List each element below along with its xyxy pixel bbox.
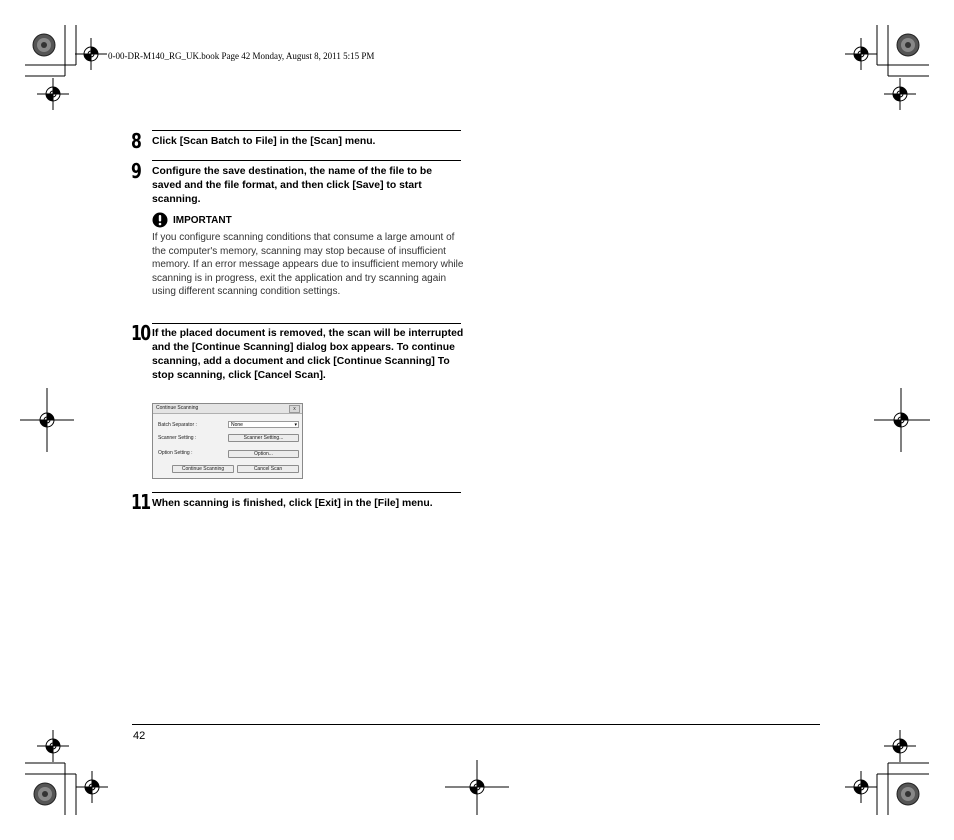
exclamation-icon bbox=[152, 212, 168, 228]
color-bar-mark-bottom-right bbox=[897, 783, 919, 805]
registration-mark bbox=[75, 38, 107, 70]
dialog-title-bar bbox=[153, 404, 302, 414]
option-setting-label: Option Setting : bbox=[158, 450, 193, 456]
running-head: 0-00-DR-M140_RG_UK.book Page 42 Monday, August 8, 2011 5:15 PM bbox=[108, 51, 375, 61]
step-number: 11 bbox=[131, 490, 150, 514]
batch-separator-select[interactable] bbox=[228, 421, 299, 428]
continue-scanning-button[interactable]: Continue Scanning bbox=[172, 465, 234, 473]
step-number: 10 bbox=[131, 321, 150, 345]
scanner-setting-label: Scanner Setting : bbox=[158, 435, 197, 441]
step-text: If the placed document is removed, the scan will be interrupted and the [Continue Scanning] dialog box appears. To continue scanning, add a document and click [Continue Scanning] To stop scanning, click [Cancel Scan]. bbox=[152, 328, 464, 381]
dialog-title: Continue Scanning bbox=[156, 405, 199, 411]
step-number: 9 bbox=[131, 159, 141, 183]
important-body: If you configure scanning conditions that consume a large amount of the computer's memory, scanning may stop because of insufficient memory. If an error message appears due to insufficient memory while scanning is in progress, exit the application and try scanning again using different scanning condition settings. bbox=[152, 232, 464, 298]
step-text: When scanning is finished, click [Exit] in the [File] menu. bbox=[152, 498, 433, 509]
registration-mark bbox=[884, 730, 916, 762]
registration-mark bbox=[845, 771, 877, 803]
color-bar-mark-top-left bbox=[33, 34, 55, 56]
registration-mark bbox=[76, 771, 108, 803]
continue-scanning-dialog bbox=[152, 403, 303, 479]
step-rule bbox=[152, 130, 461, 131]
step-text: Click [Scan Batch to File] in the [Scan] menu. bbox=[152, 136, 376, 147]
footer-rule bbox=[132, 724, 820, 725]
close-button[interactable]: x bbox=[289, 405, 300, 413]
registration-mark bbox=[884, 78, 916, 110]
color-bar-mark-bottom-left bbox=[34, 783, 56, 805]
cancel-scan-button[interactable]: Cancel Scan bbox=[237, 465, 299, 473]
color-bar-mark-top-right bbox=[897, 34, 919, 56]
step-rule bbox=[152, 323, 461, 324]
scanner-setting-button[interactable]: Scanner Setting... bbox=[228, 434, 299, 442]
step-text: Configure the save destination, the name of the file to be saved and the file format, and then click [Save] to start scanning. bbox=[152, 166, 433, 205]
chevron-down-icon: ▾ bbox=[294, 422, 297, 428]
step-rule bbox=[152, 492, 461, 493]
important-heading bbox=[152, 212, 232, 228]
option-button[interactable]: Option... bbox=[228, 450, 299, 458]
batch-separator-label: Batch Separator : bbox=[158, 422, 197, 428]
registration-mark bbox=[845, 38, 877, 70]
important-label: IMPORTANT bbox=[173, 214, 232, 226]
step-number: 8 bbox=[131, 129, 141, 153]
registration-mark bbox=[37, 78, 69, 110]
step-rule bbox=[152, 160, 461, 161]
batch-separator-value: None bbox=[231, 422, 243, 428]
registration-mark bbox=[37, 730, 69, 762]
page-number: 42 bbox=[133, 730, 146, 742]
